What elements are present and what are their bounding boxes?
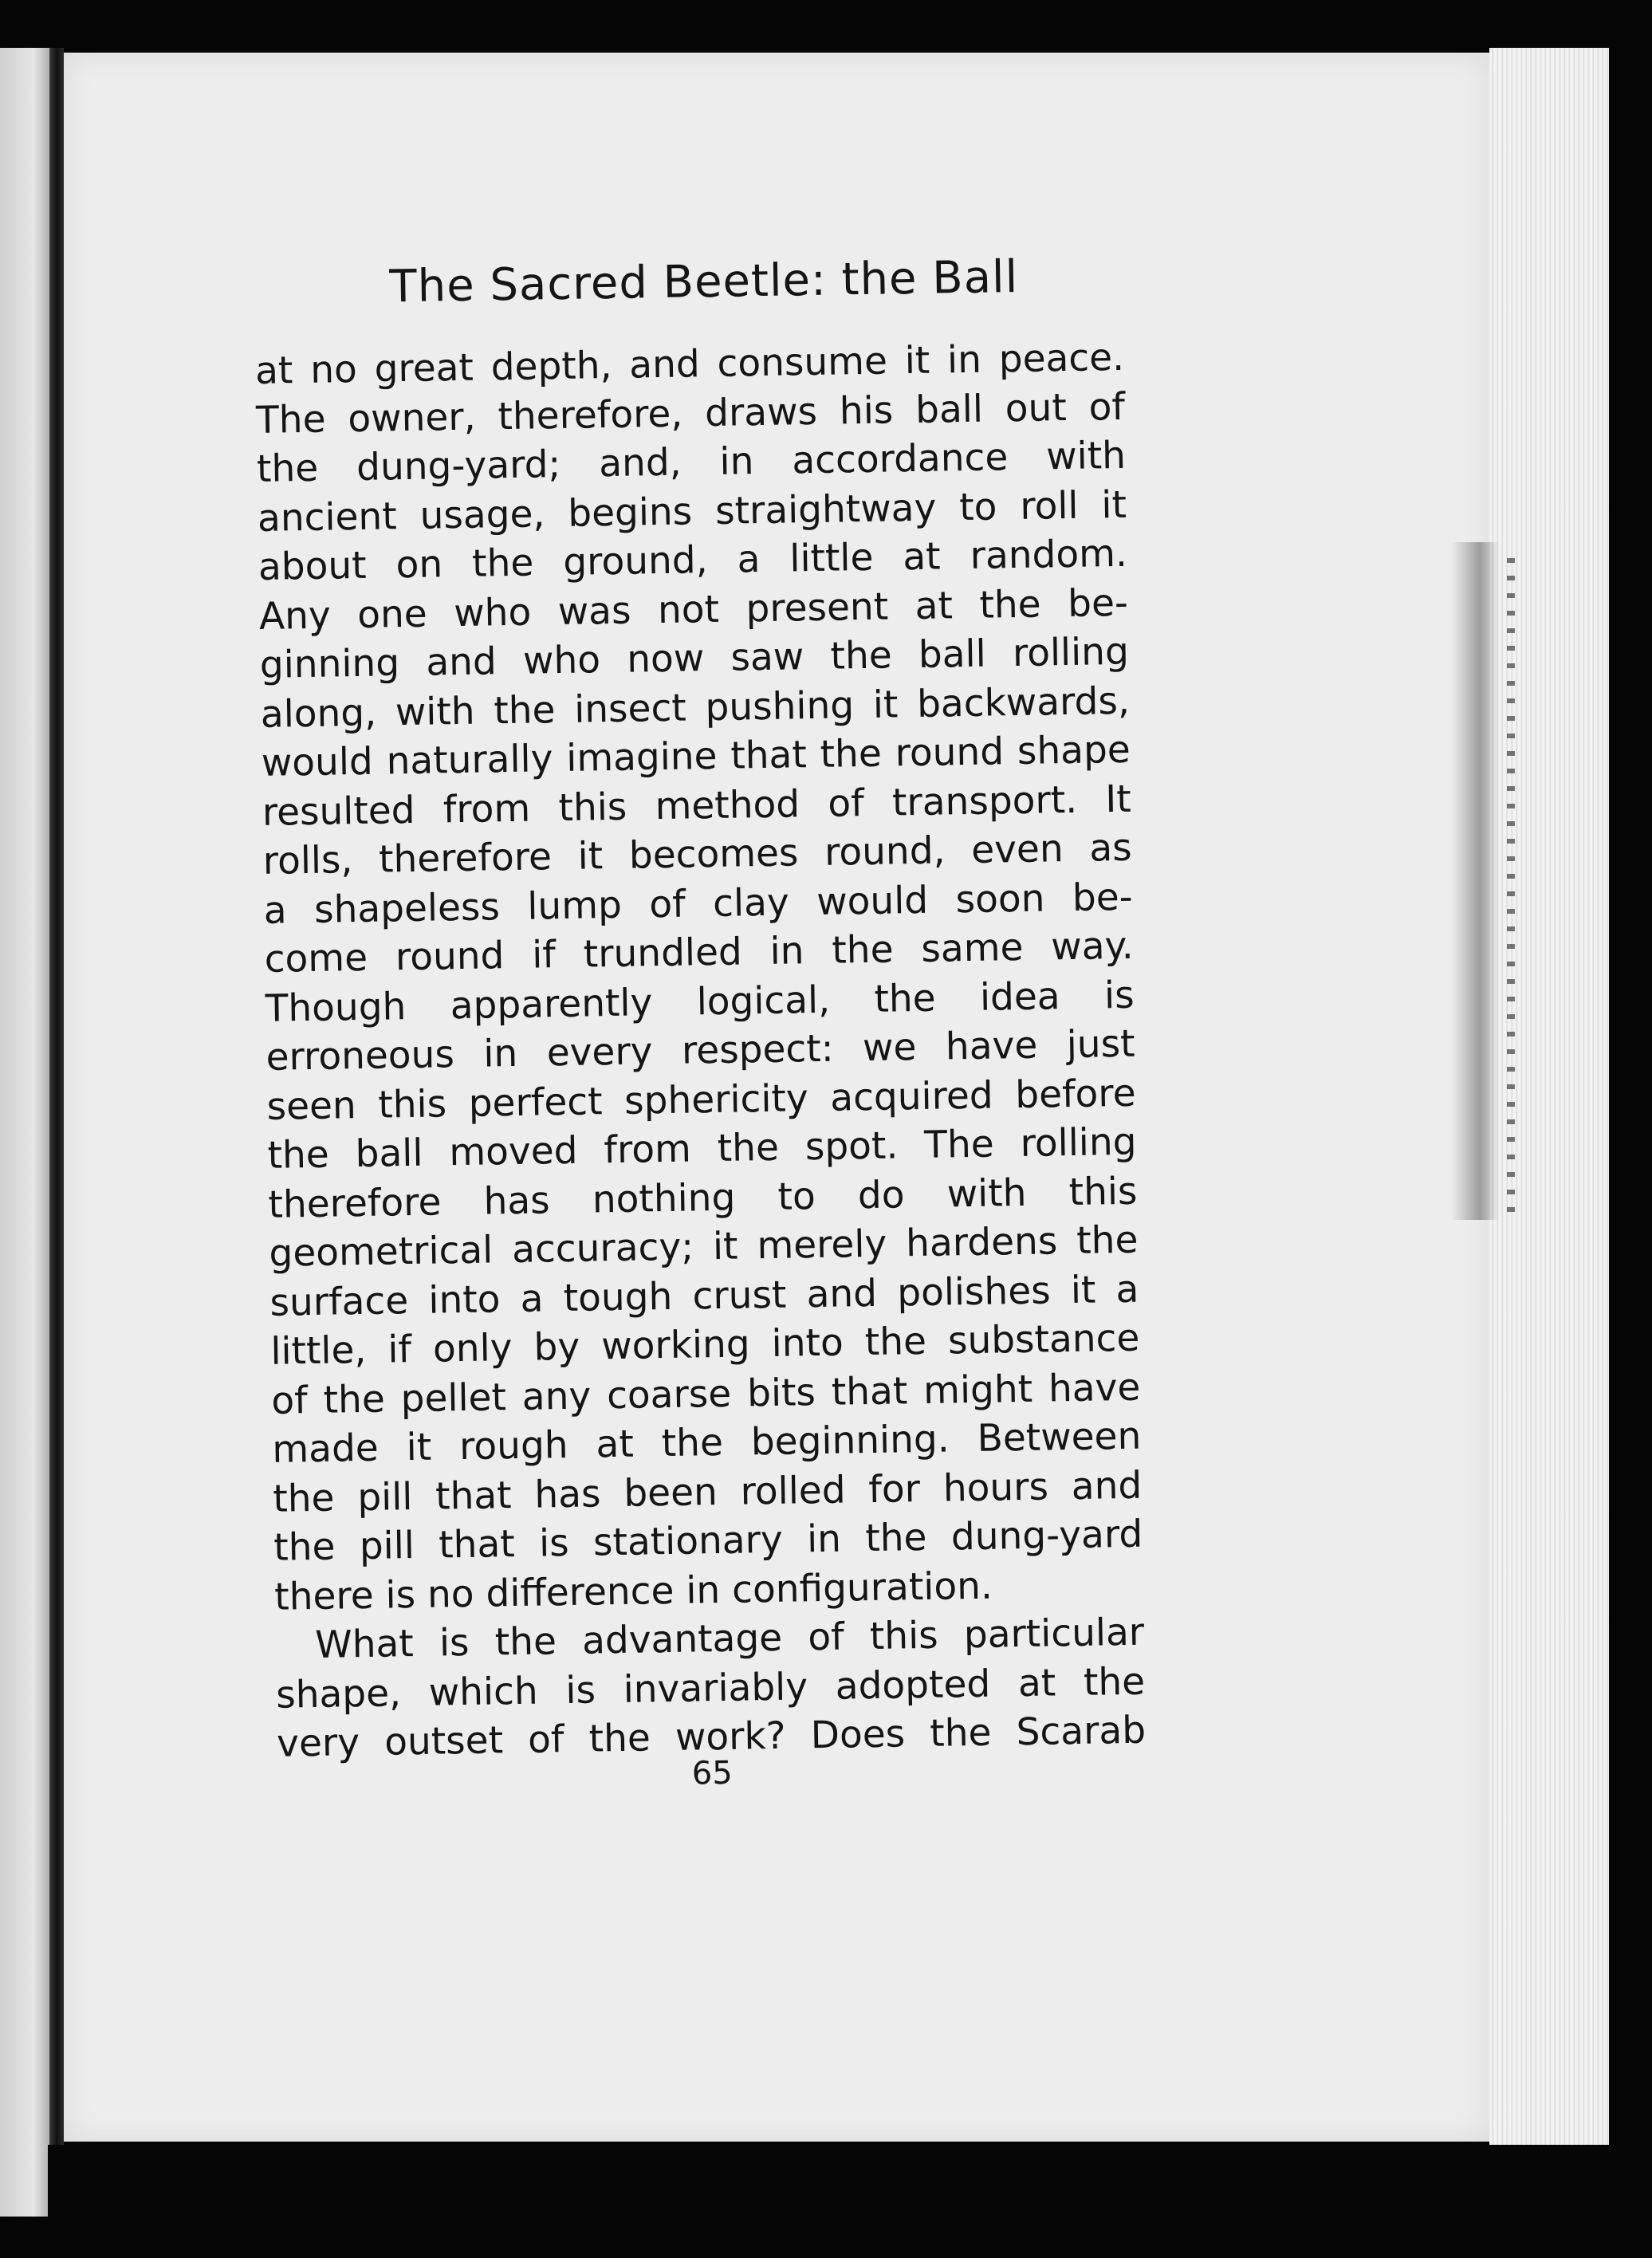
text-line: erroneous in every respect: we have just: [266, 1021, 1135, 1080]
text-line: Though apparently logical, the idea is: [265, 973, 1135, 1031]
text-line: little, if only by working into the substance: [270, 1316, 1140, 1374]
text-line: made it rough at the beginning. Between: [271, 1414, 1142, 1472]
text-line: come round if trundled in the same way.: [264, 923, 1135, 981]
text-line: at no great depth, and consume it in peace.: [254, 335, 1125, 393]
text-line: the pill that is stationary in the dung-yard: [273, 1512, 1143, 1570]
text-line: there is no difference in configuration.: [273, 1564, 993, 1619]
body-text: [255, 333, 1147, 1768]
text-line: Any one who was not present at the be-: [258, 580, 1129, 639]
fore-edge-marks: [1507, 558, 1515, 1212]
text-line: The owner, therefore, draws his ball out of: [255, 384, 1126, 443]
text-line: very outset of the work? Does the Scarab: [276, 1708, 1147, 1766]
running-head: The Sacred Beetle: the Ball: [388, 250, 1019, 313]
text-line: along, with the insect pushing it backwards,: [260, 679, 1131, 737]
text-line: rolls, therefore it becomes round, even as: [262, 825, 1133, 883]
scan-background-bottom: [48, 2145, 1611, 2258]
left-page-edge: [0, 48, 56, 2217]
fore-edge-shadow: [1451, 542, 1499, 1220]
text-line: the dung-yard; and, in accordance with: [256, 433, 1127, 491]
text-line: therefore has nothing to do with this: [268, 1169, 1138, 1227]
text-line: geometrical accuracy; it merely hardens the: [269, 1218, 1139, 1276]
text-line: of the pellet any coarse bits that might have: [270, 1365, 1141, 1423]
text-line: would naturally imagine that the round shape: [261, 727, 1131, 785]
text-line: shape, which is invariably adopted at the: [275, 1659, 1146, 1717]
text-line: ancient usage, begins straightway to roll it: [257, 482, 1127, 541]
text-line: the ball moved from the spot. The rolling: [267, 1119, 1137, 1178]
text-line: seen this perfect sphericity acquired before: [266, 1071, 1136, 1129]
text-line: resulted from this method of transport. It: [262, 777, 1132, 835]
text-line: surface into a tough crust and polishes it a: [269, 1267, 1139, 1325]
text-line: ginning and who now saw the ball rolling: [259, 629, 1130, 687]
page-number: 65: [691, 1754, 734, 1792]
text-line: a shapeless lump of clay would soon be-: [263, 875, 1134, 933]
text-line: about on the ground, a little at random.: [258, 531, 1128, 589]
book-gutter: [49, 48, 64, 2217]
text-line: What is the advantage of this particular: [314, 1610, 1145, 1667]
text-line: the pill that has been rolled for hours and: [272, 1463, 1143, 1521]
